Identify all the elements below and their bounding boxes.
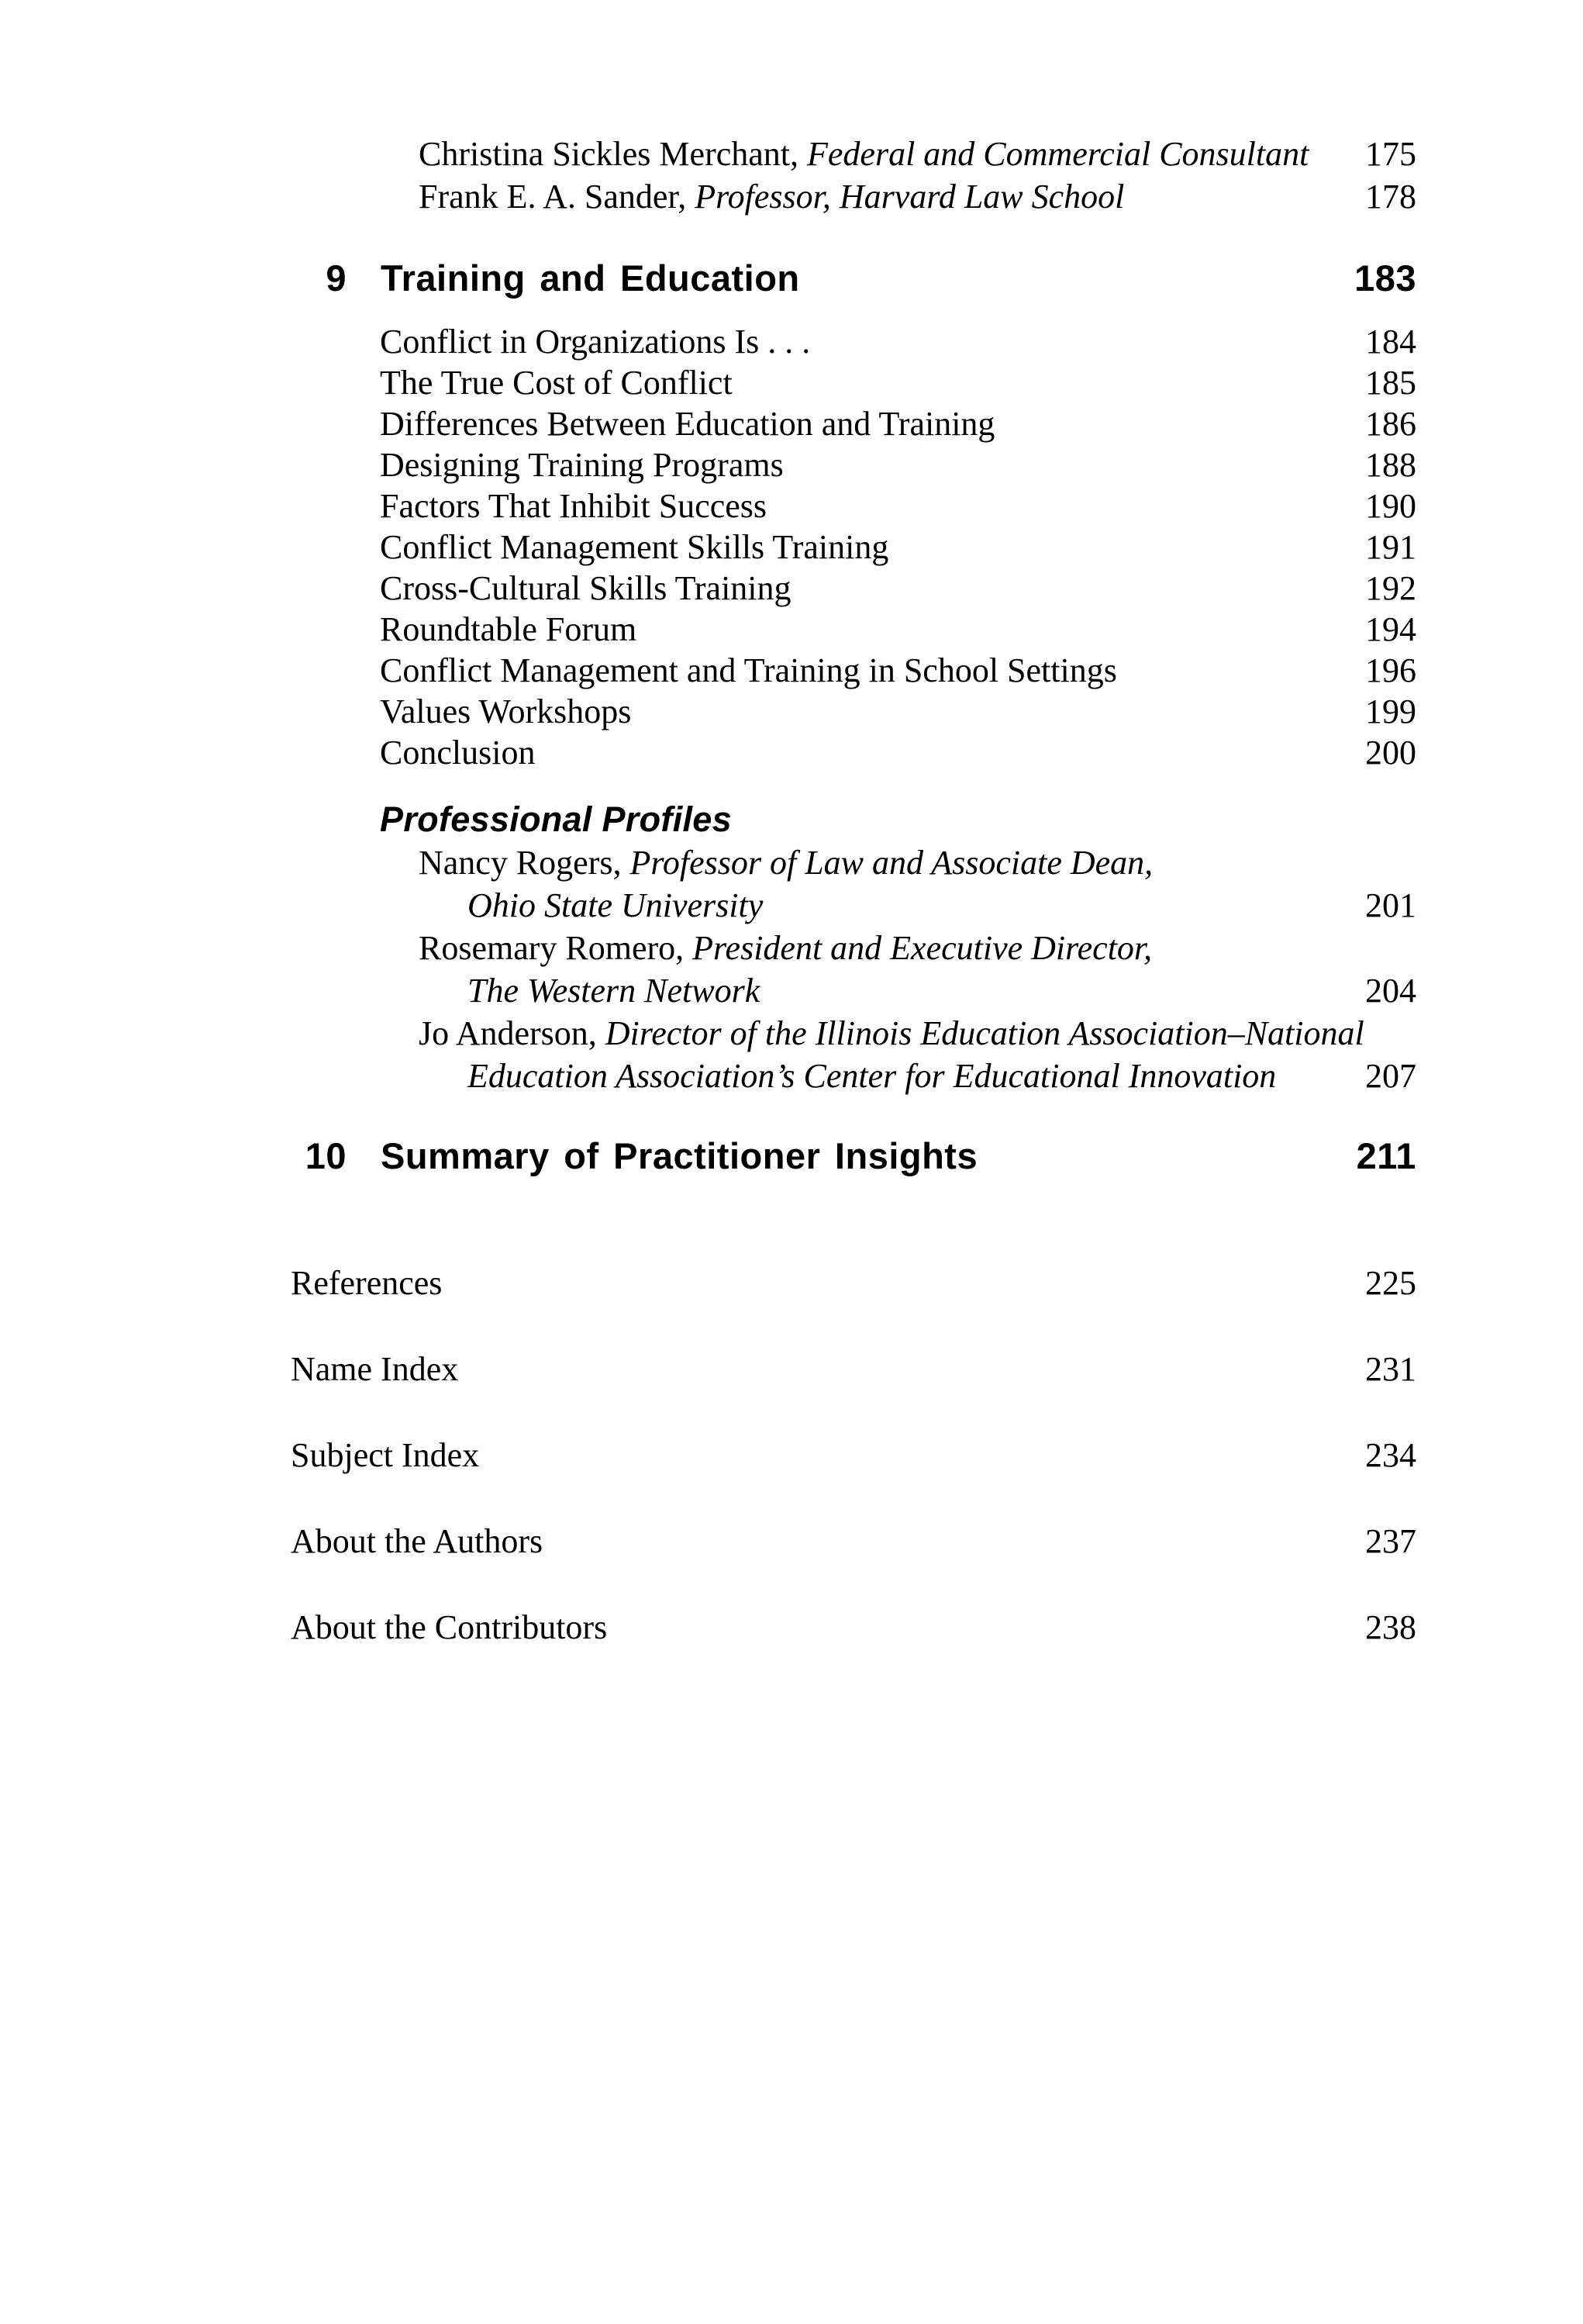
section-title: Factors That Inhibit Success — [380, 487, 767, 525]
page-number: 211 — [1356, 1135, 1416, 1176]
page-number: 186 — [1365, 405, 1416, 443]
profile-name: Jo Anderson, — [419, 1014, 597, 1052]
section-title: The True Cost of Conflict — [380, 364, 733, 402]
page-number: 178 — [1365, 178, 1416, 216]
contributor-role: Federal and Commercial Consultant — [807, 135, 1309, 173]
section-title: Conflict Management and Training in School Settings — [380, 651, 1117, 689]
chapter-title: Summary of Practitioner Insights — [381, 1135, 978, 1176]
page-number: 237 — [1365, 1522, 1416, 1560]
back-matter-list — [291, 1262, 1416, 1692]
page-number: 200 — [1365, 734, 1416, 772]
page-number: 234 — [1365, 1436, 1416, 1474]
toc-entry-backmatter — [291, 1434, 1416, 1476]
page-number: 207 — [1365, 1057, 1416, 1095]
toc-entry-section — [291, 691, 1416, 732]
chapter-number: 9 — [326, 257, 347, 299]
page-number: 188 — [1365, 446, 1416, 484]
toc-entry-section — [291, 403, 1416, 444]
page-number: 231 — [1365, 1350, 1416, 1388]
toc-entry-backmatter — [291, 1606, 1416, 1649]
chapter-10-heading — [291, 1134, 1416, 1178]
professional-profiles-heading-block — [291, 798, 1416, 841]
contributor-line — [419, 175, 1124, 218]
page-number: 190 — [1365, 487, 1416, 525]
page-number: 184 — [1365, 323, 1416, 361]
page-number: 204 — [1365, 972, 1416, 1010]
backmatter-title: About the Authors — [291, 1522, 543, 1560]
toc-entry-section — [291, 568, 1416, 609]
toc-entry-backmatter — [291, 1348, 1416, 1390]
chapter-9-sections — [291, 321, 1416, 773]
section-title: Roundtable Forum — [380, 610, 637, 648]
page-number: 183 — [1354, 257, 1416, 299]
toc-entry-section — [291, 362, 1416, 403]
chapter-9-heading — [291, 257, 1416, 300]
profile-line — [419, 927, 1152, 969]
toc-entry-section — [291, 609, 1416, 650]
contributor-line — [419, 133, 1309, 175]
toc-entry-profile — [291, 841, 1416, 884]
page-number: 196 — [1365, 651, 1416, 689]
profile-line — [419, 841, 1153, 884]
section-title: Conflict Management Skills Training — [380, 528, 889, 566]
page-number: 238 — [1365, 1608, 1416, 1646]
profile-line — [419, 1012, 1364, 1055]
section-title: Differences Between Education and Training — [380, 405, 995, 443]
profile-role-continuation: The Western Network — [467, 972, 760, 1010]
toc-entry-backmatter — [291, 1520, 1416, 1563]
page-number: 201 — [1365, 886, 1416, 924]
profile-role: President and Executive Director, — [692, 929, 1153, 967]
toc-entry-contributor — [291, 133, 1416, 175]
backmatter-title: Subject Index — [291, 1436, 480, 1474]
section-title: Conflict in Organizations Is . . . — [380, 323, 811, 361]
page-number: 191 — [1365, 528, 1416, 566]
professional-profiles-list — [291, 841, 1416, 1097]
toc-entry-backmatter — [291, 1262, 1416, 1304]
section-title: Designing Training Programs — [380, 446, 784, 484]
backmatter-title: About the Contributors — [291, 1608, 608, 1646]
toc-entry-section — [291, 321, 1416, 362]
profile-role-continuation: Education Association’s Center for Educational Innovation — [467, 1057, 1277, 1095]
backmatter-title: Name Index — [291, 1350, 459, 1388]
toc-entry-section — [291, 732, 1416, 773]
toc-entry-section — [291, 650, 1416, 691]
page-number: 185 — [1365, 364, 1416, 402]
profile-role: Professor of Law and Associate Dean, — [629, 844, 1154, 882]
contributor-name: Christina Sickles Merchant, — [419, 135, 799, 173]
page-number: 199 — [1365, 692, 1416, 730]
toc-entry-profile-continuation — [291, 884, 1416, 927]
profile-role-continuation: Ohio State University — [467, 886, 764, 924]
toc-entry-section — [291, 485, 1416, 527]
toc-entry-profile — [291, 1012, 1416, 1055]
toc-entry-profile-continuation — [291, 1055, 1416, 1097]
toc-entry-section — [291, 527, 1416, 568]
toc-entry-profile — [291, 927, 1416, 969]
page-number: 175 — [1365, 135, 1416, 173]
profile-role: Director of the Illinois Education Association–National — [605, 1014, 1364, 1052]
backmatter-title: References — [291, 1264, 443, 1302]
contributor-name: Frank E. A. Sander, — [419, 178, 687, 216]
section-title: Conclusion — [380, 734, 536, 772]
section-title: Cross-Cultural Skills Training — [380, 569, 792, 607]
profile-name: Nancy Rogers, — [419, 844, 622, 882]
toc-entry-contributor — [291, 175, 1416, 218]
page-number: 194 — [1365, 610, 1416, 648]
contributor-entries — [291, 133, 1416, 218]
page-number: 192 — [1365, 569, 1416, 607]
toc-entry-profile-continuation — [291, 969, 1416, 1012]
chapter-title: Training and Education — [381, 257, 800, 299]
page-number: 225 — [1365, 1264, 1416, 1302]
professional-profiles-heading: Professional Profiles — [380, 799, 732, 839]
profile-name: Rosemary Romero, — [419, 929, 685, 967]
toc-entry-section — [291, 444, 1416, 485]
section-title: Values Workshops — [380, 692, 632, 730]
chapter-number: 10 — [305, 1135, 347, 1176]
contributor-role: Professor, Harvard Law School — [695, 178, 1125, 216]
